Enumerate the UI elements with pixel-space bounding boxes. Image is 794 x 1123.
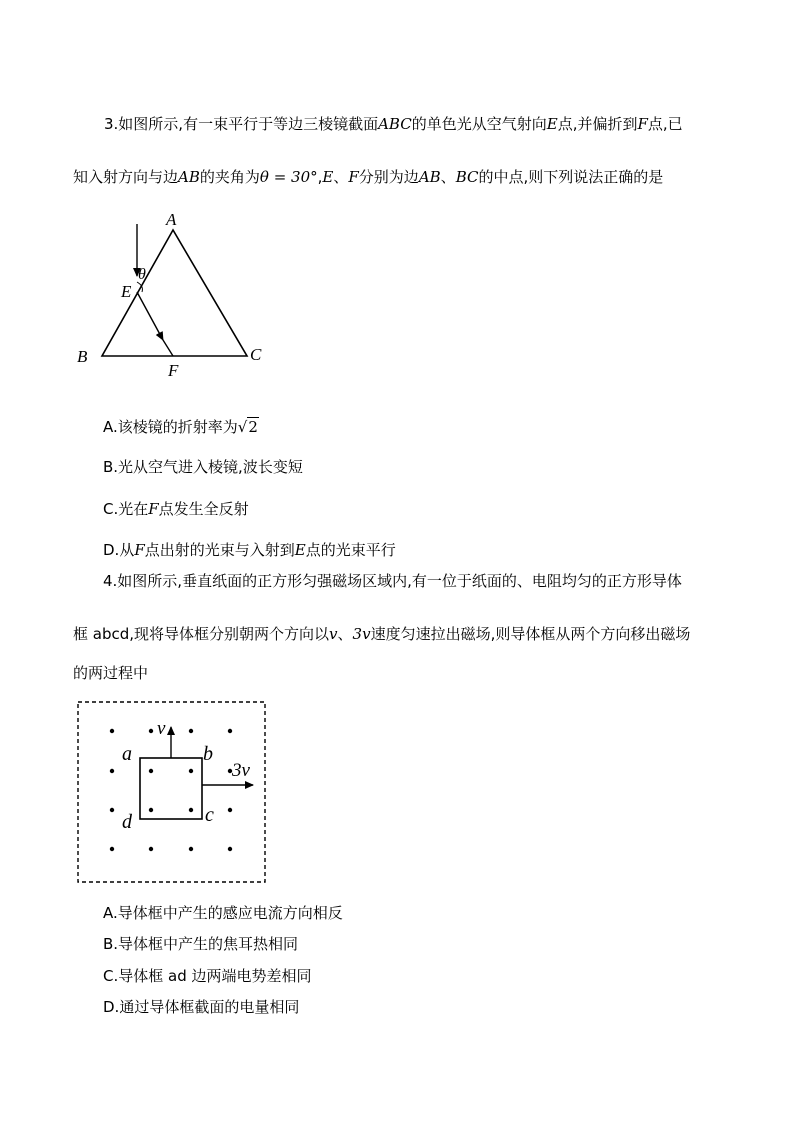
q3-math-ab: AB [418,168,441,186]
label-B: B [77,347,88,366]
q3-text: C.光在 [103,500,149,518]
q3-stem-line1 [104,114,683,134]
q4-math-3v: 3v [352,625,371,643]
q3-math-e: E [546,115,558,133]
q3-math-f: F [348,168,359,186]
q3-option-b-text: B.光从空气进入棱镜,波长变短 [103,458,303,476]
label-F: F [168,361,179,376]
label-C: C [250,345,262,364]
q3-option-c [103,499,249,519]
q4-option-d [103,997,299,1017]
label-E: E [121,282,132,301]
q3-math-f: F [637,115,648,133]
q4-stem-line2 [73,624,690,644]
q3-text: 的中点,则下列说法正确的是 [478,168,664,186]
q3-option-b [103,457,303,477]
q3-text: 的单色光从空气射向 [411,115,547,133]
q3-option-a [103,417,259,437]
q3-text: 知入射方向与边 [73,168,179,186]
q3-prism-figure [72,206,272,376]
q4-text: 、 [337,625,353,643]
label-a: a [122,743,132,765]
label-b: b [203,743,213,765]
q4-option-b [103,934,298,954]
q4-option-d-text: D.通过导体框截面的电量相同 [103,998,300,1016]
q3-text: 、 [440,168,456,186]
q3-text: 点发生全反射 [158,500,249,518]
q3-text: 3.如图所示,有一束平行于等边三棱镜截面 [104,115,379,133]
q3-math-e: E [294,541,306,559]
refracted-ray-tail [163,340,173,356]
q3-text: , [317,168,323,186]
q4-stem-line3 [73,663,148,683]
q4-text: 框 abcd,现将导体框分别朝两个方向以 [73,625,330,643]
q3-text: D.从 [103,541,135,559]
label-d: d [122,811,132,833]
q3-math-f: F [134,541,145,559]
q3-option-a-radicand: 2 [248,418,258,436]
q3-stem-line2 [73,167,663,187]
q3-math-f: F [148,500,159,518]
q3-math-e: E [322,168,334,186]
q4-math-v: v [329,625,338,643]
q4-option-b-text: B.导体框中产生的焦耳热相同 [103,935,299,953]
q4-text: 4.如图所示,垂直纸面的正方形匀强磁场区域内,有一位于纸面的、电阻均匀的正方形导体 [103,572,682,590]
label-theta: θ [138,266,146,283]
q3-math-bc: BC [455,168,479,186]
q4-text: 的两过程中 [73,664,149,682]
q3-text: 点出射的光束与入射到 [144,541,295,559]
q4-field-figure [75,699,269,885]
q3-math-abc: ABC [378,115,412,133]
q3-text: 的夹角为 [199,168,260,186]
q3-option-a-text: A.该棱镜的折射率为 [103,418,238,436]
q4-option-c-text: C.导体框 ad 边两端电势差相同 [103,967,312,985]
q4-option-c [103,966,312,986]
q4-text: 速度匀速拉出磁场,则导体框从两个方向移出磁场 [370,625,691,643]
refracted-ray [137,292,163,340]
q3-text: 点,已 [647,115,683,133]
q3-math-ab: AB [178,168,200,186]
label-3v: 3v [232,760,250,781]
q3-text: 分别为边 [358,168,419,186]
q3-text: 点的光束平行 [305,541,396,559]
q4-stem-line1 [103,571,682,591]
q3-option-d [103,540,396,560]
sqrt-symbol: √ [237,418,248,436]
q3-text: 点,并偏折到 [557,115,638,133]
q3-text: 、 [333,168,349,186]
label-c: c [205,804,214,826]
label-v: v [157,718,166,739]
q3-math-theta: θ = 30° [259,168,318,186]
label-A: A [166,210,177,229]
q4-option-a-text: A.导体框中产生的感应电流方向相反 [103,904,343,922]
q4-option-a [103,903,343,923]
